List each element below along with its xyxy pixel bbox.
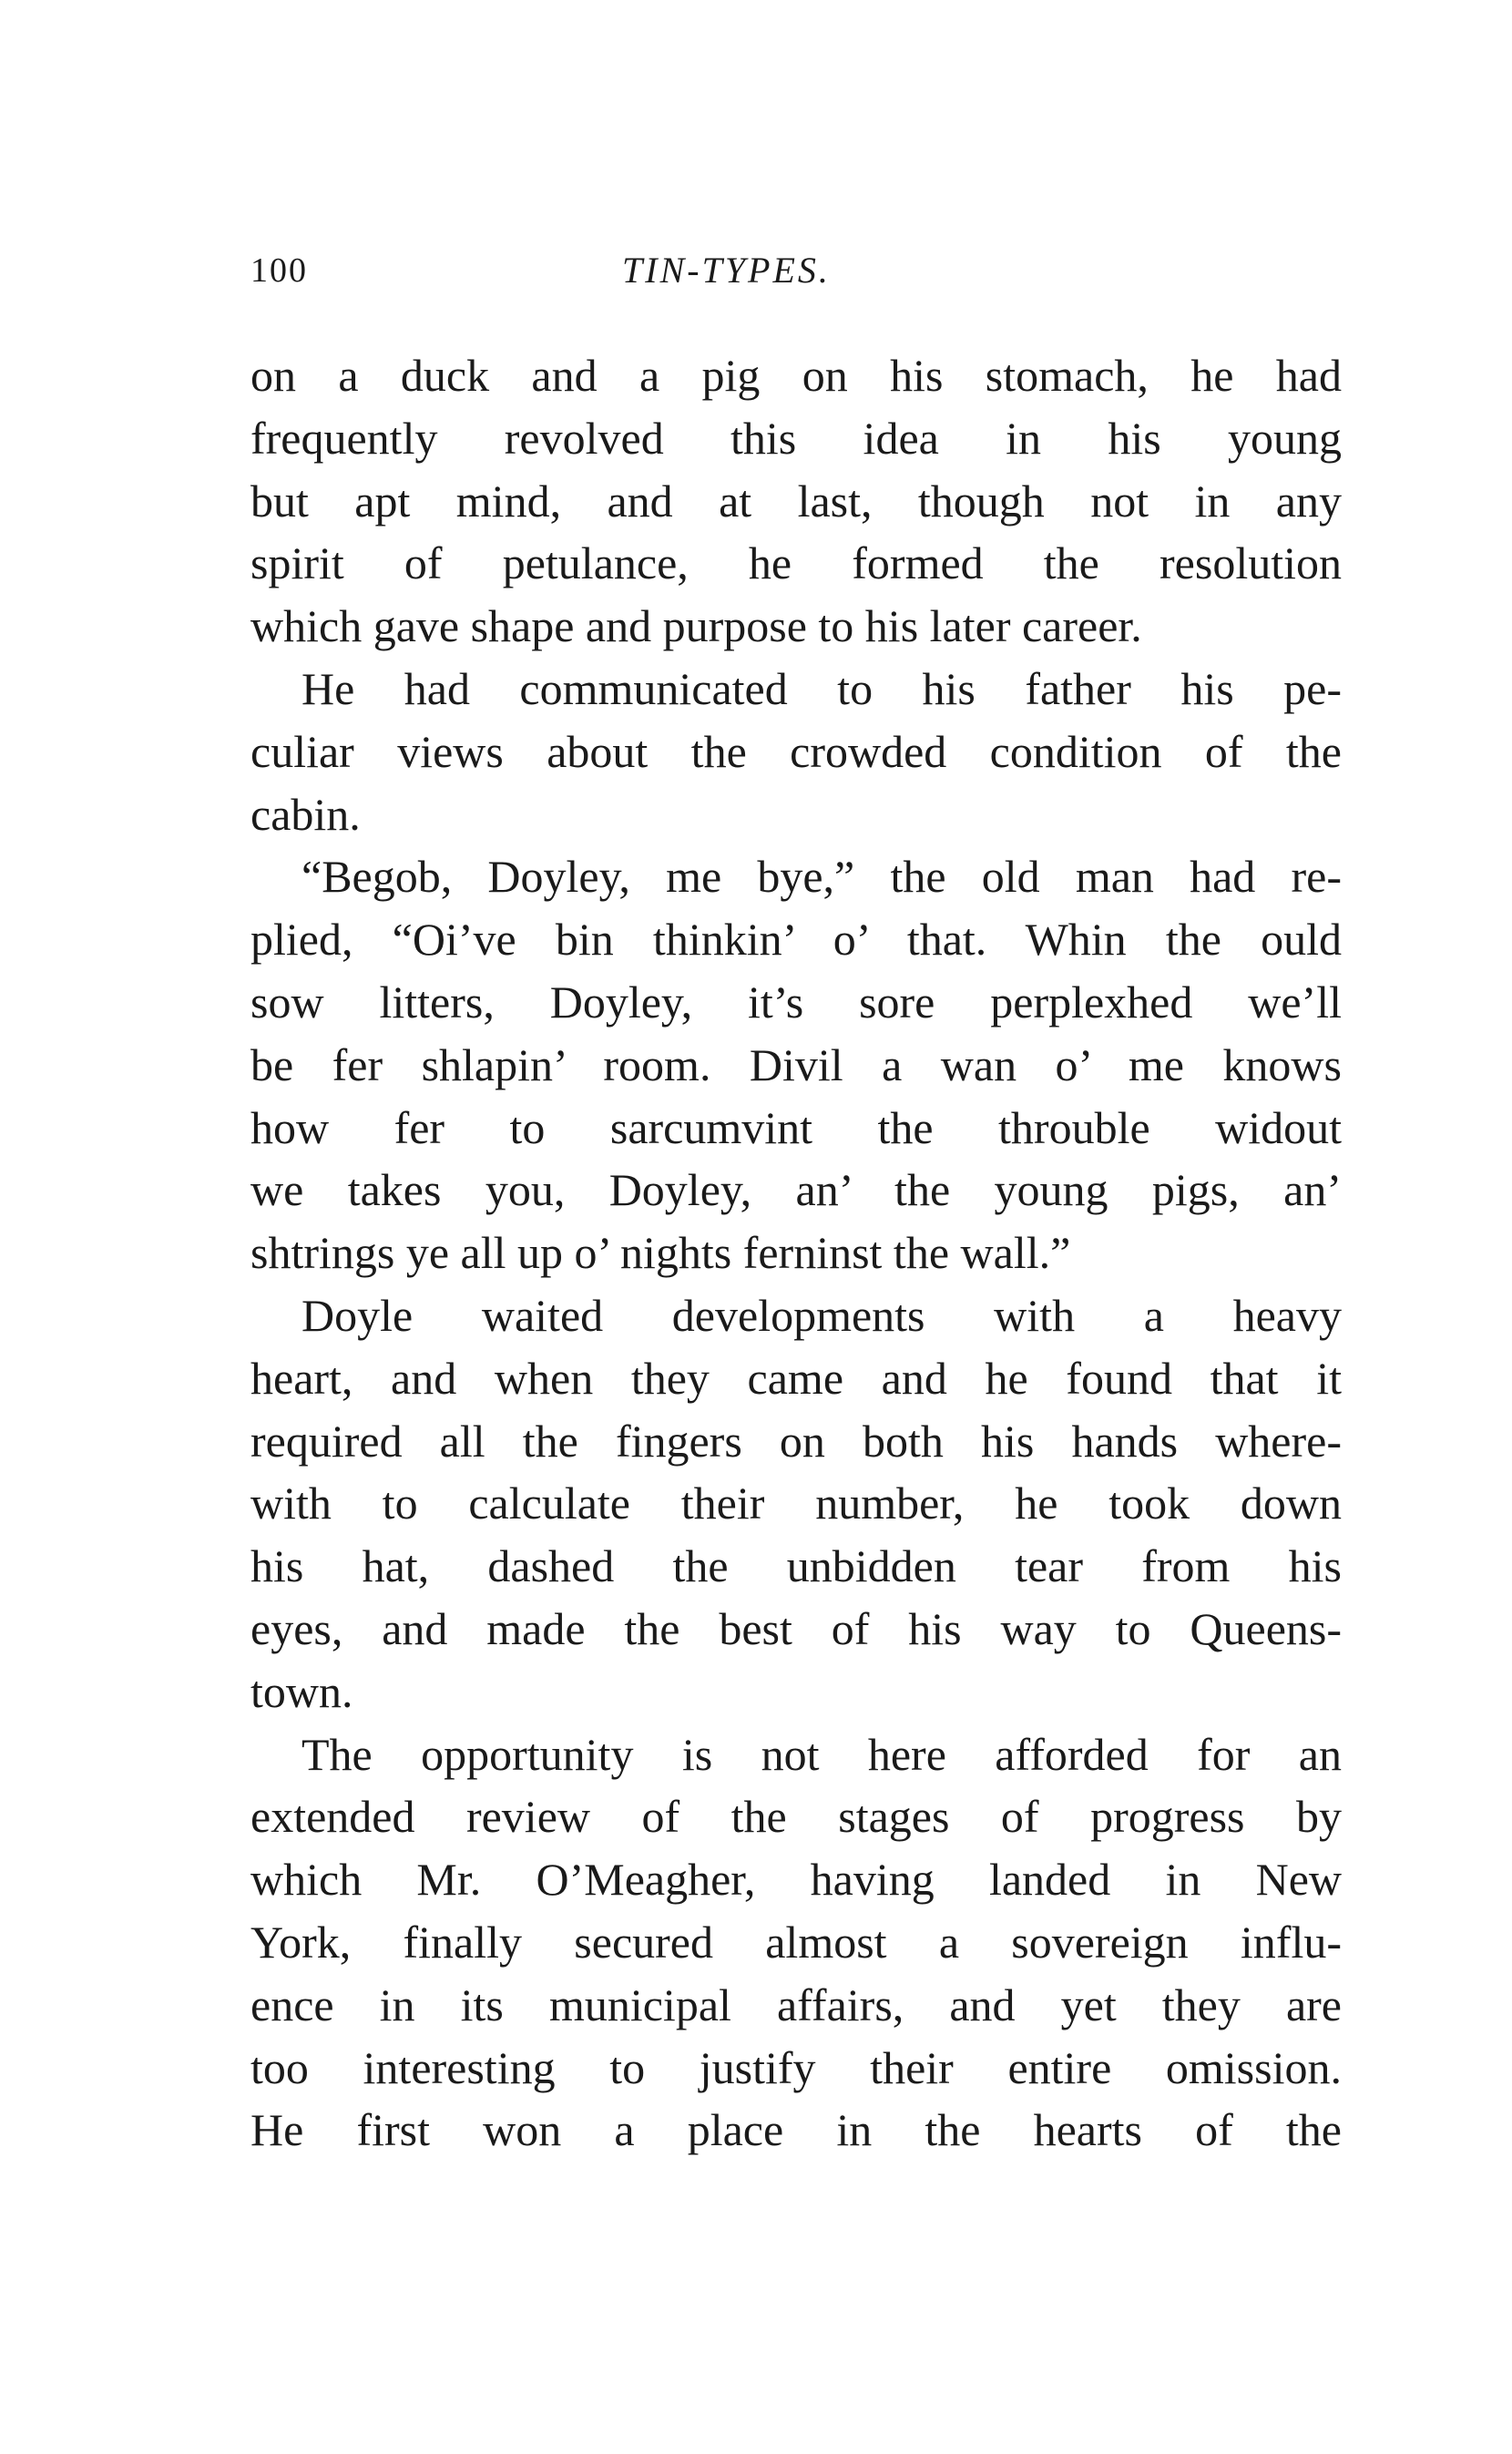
running-title: TIN-TYPES. <box>622 250 831 291</box>
text-line: He had communicated to his father his pe- <box>301 662 1342 714</box>
text-line: culiar views about the crowded condition of the <box>250 725 1342 777</box>
text-line: too interesting to justify their entire omission. <box>250 2041 1342 2093</box>
text-line: how fer to sarcumvint the throuble widout <box>250 1101 1342 1153</box>
running-head <box>250 239 1343 302</box>
text-line: plied, “Oi’ve bin thinkin’ o’ that. Whin the ould <box>250 914 1342 966</box>
text-line: extended review of the stages of progress by <box>250 1791 1342 1843</box>
text-line: York, finally secured almost a sovereign influ- <box>250 1916 1342 1968</box>
text-line: we takes you, Doyley, an’ the young pigs, an’ <box>250 1164 1342 1216</box>
text-line: He first won a place in the hearts of the <box>250 2104 1342 2156</box>
text-line: town. <box>250 1665 353 1717</box>
text-line: which Mr. O’Meagher, having landed in New <box>250 1854 1342 1906</box>
text-line: spirit of petulance, he formed the resolution <box>250 537 1342 589</box>
text-line: which gave shape and purpose to his later career. <box>250 600 1142 652</box>
text-line: required all the fingers on both his hands where- <box>250 1415 1342 1467</box>
text-line: but apt mind, and at last, though not in any <box>250 475 1342 527</box>
text-line: with to calculate their number, he took down <box>250 1478 1342 1529</box>
text-line: ence in its municipal affairs, and yet they are <box>250 1979 1342 2030</box>
text-line: frequently revolved this idea in his young <box>250 412 1342 464</box>
text-line: his hat, dashed the unbidden tear from his <box>250 1540 1342 1592</box>
body-text <box>250 344 1342 2162</box>
text-line: on a duck and a pig on his stomach, he had <box>250 350 1342 401</box>
text-line: Doyle waited developments with a heavy <box>301 1289 1342 1341</box>
text-line: sow litters, Doyley, it’s sore perplexhed we’ll <box>250 976 1342 1028</box>
text-line: be fer shlapin’ room. Divil a wan o’ me knows <box>250 1038 1342 1090</box>
text-line: eyes, and made the best of his way to Queens- <box>250 1602 1342 1654</box>
text-line: “Begob, Doyley, me bye,” the old man had re- <box>301 851 1342 903</box>
text-line: The opportunity is not here afforded for an <box>301 1728 1342 1780</box>
text-line: shtrings ye all up o’ nights ferninst the wall.” <box>250 1227 1071 1279</box>
text-line: cabin. <box>250 788 361 840</box>
text-line: heart, and when they came and he found that it <box>250 1352 1342 1404</box>
page-number: 100 <box>250 251 308 290</box>
